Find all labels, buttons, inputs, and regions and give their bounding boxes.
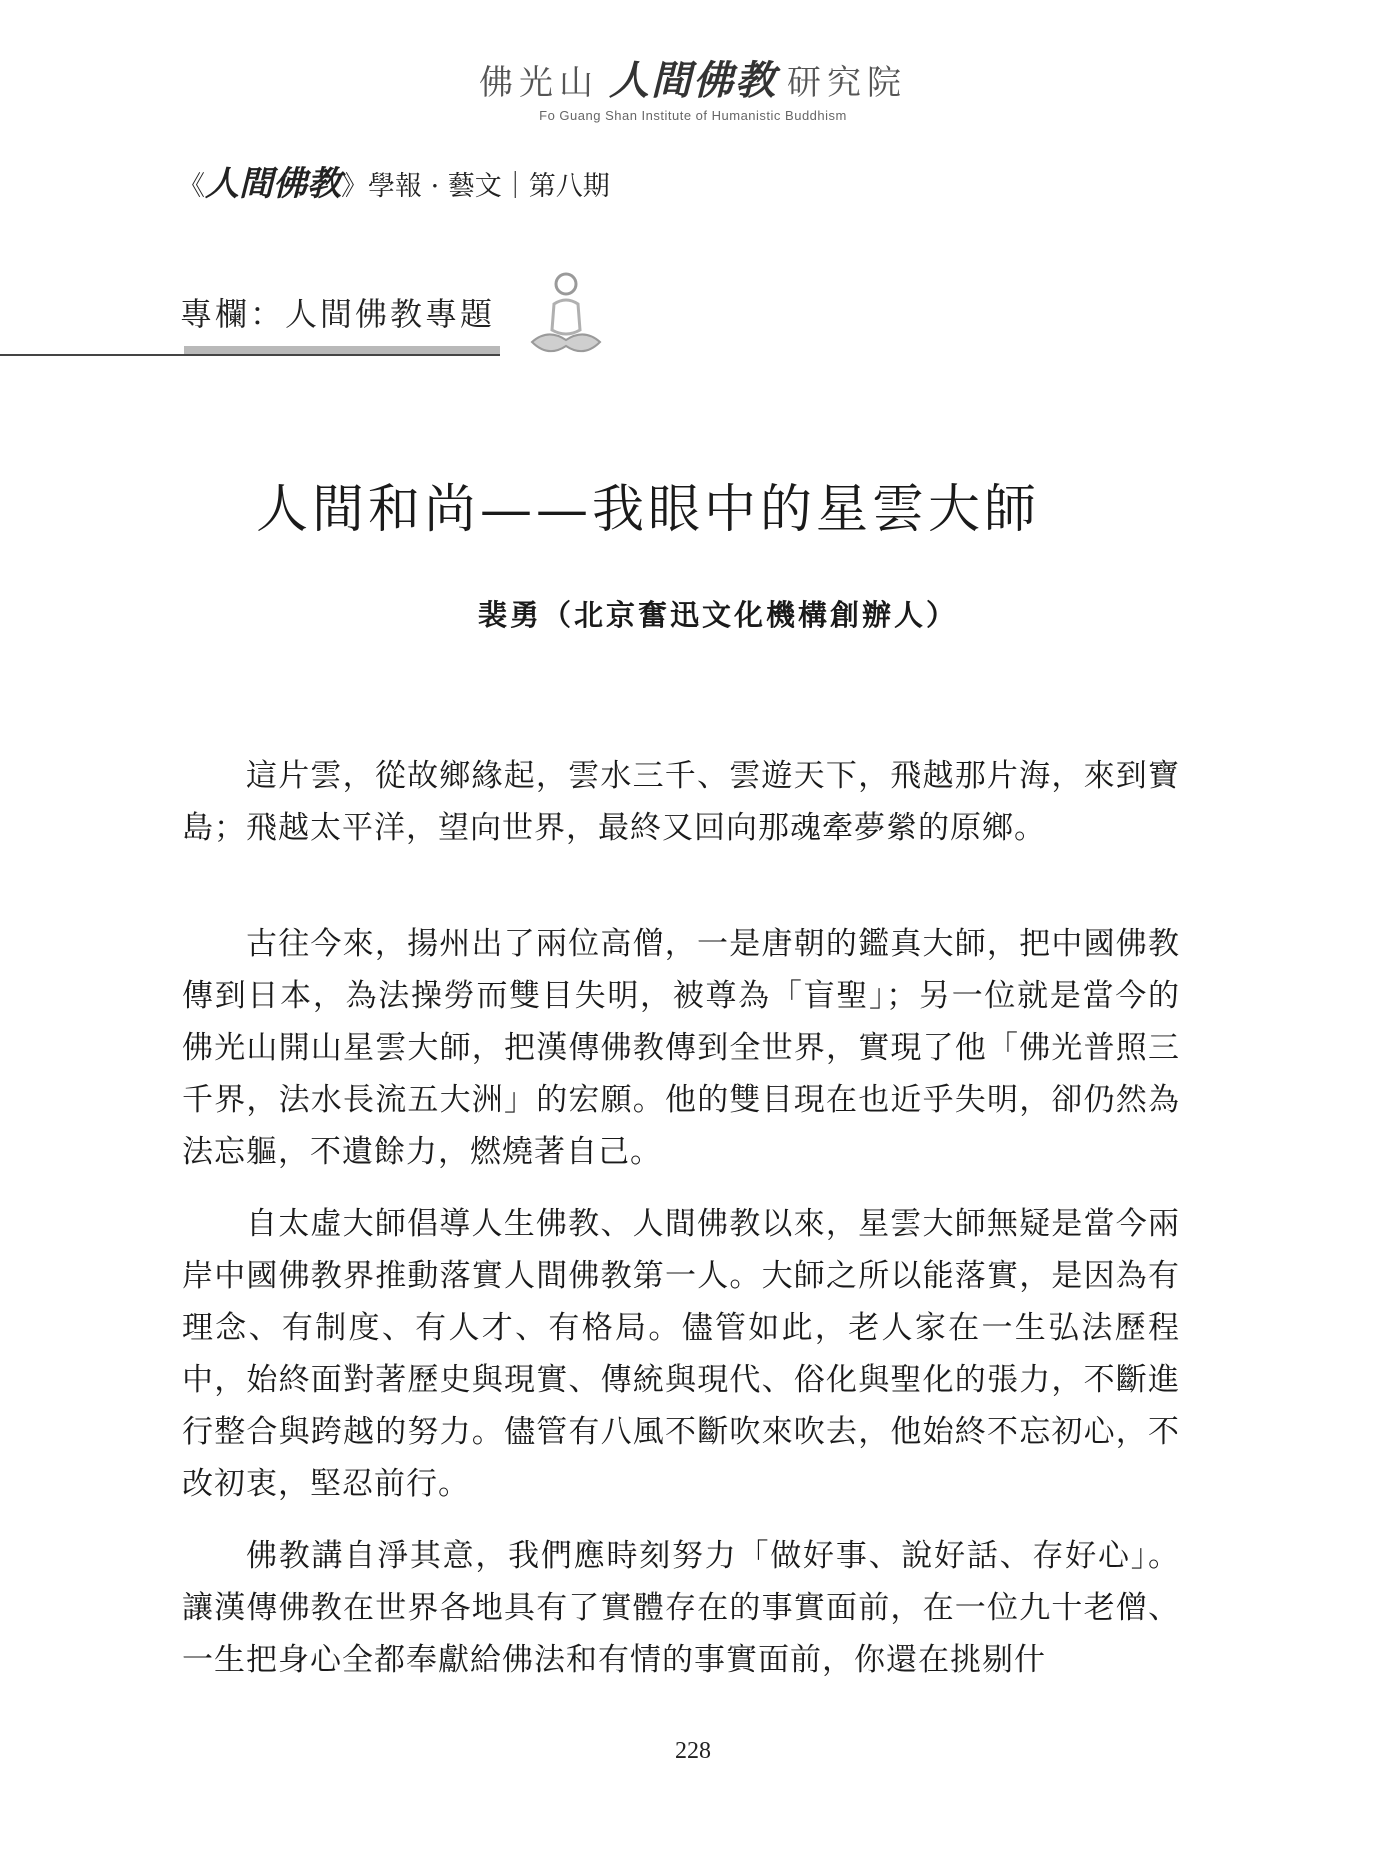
institute-english-name: Fo Guang Shan Institute of Humanistic Buddhism <box>539 108 847 123</box>
institute-name <box>0 58 1386 106</box>
journal-line <box>178 166 610 205</box>
institute-header <box>0 58 1386 123</box>
column-underline-thin <box>0 354 500 356</box>
paragraph-4: 佛教講自淨其意，我們應時刻努力「做好事、說好話、存好心」。讓漢傳佛教在世界各地具有了實體存在的事實面前，在一位九十老僧、一生把身心全都奉獻給佛法和有情的事實面前，你還在挑剔什 <box>182 1538 1180 1678</box>
institute-suffix: 研究院 <box>787 63 907 103</box>
meditating-figure-icon <box>518 268 614 364</box>
page-number: 228 <box>675 1738 711 1764</box>
article-author: 裴勇（北京奮迅文化機構創辦人） <box>478 598 959 632</box>
column-label: 專欄：人間佛教專題 <box>180 295 496 333</box>
journal-open-bracket: 《 <box>178 171 205 202</box>
paragraph-2: 古往今來，揚州出了兩位高僧，一是唐朝的鑑真大師，把中國佛教傳到日本，為法操勞而雙目失明，被尊為「盲聖」；另一位就是當今的佛光山開山星雲大師，把漢傳佛教傳到全世界，實現了他「佛光普照三千界，法水長流五大洲」的宏願。他的雙目現在也近乎失明，卻仍然為法忘軀，不遺餘力，燃燒著自己。 <box>182 926 1180 1170</box>
institute-brand-logo: 人間佛教 <box>609 57 777 104</box>
paragraph-1: 這片雲，從故鄉緣起，雲水三千、雲遊天下，飛越那片海，來到寶島；飛越太平洋，望向世界，最終又回向那魂牽夢縈的原鄉。 <box>182 758 1180 846</box>
journal-issue: 》學報 · 藝文｜第八期 <box>341 171 610 202</box>
journal-brand: 人間佛教 <box>205 164 341 204</box>
article-title: 人間和尚——我眼中的星雲大師 <box>256 480 1041 540</box>
institute-prefix: 佛光山 <box>479 63 599 103</box>
column-underline-thick <box>184 346 500 354</box>
paragraph-3: 自太虛大師倡導人生佛教、人間佛教以來，星雲大師無疑是當今兩岸中國佛教界推動落實人間佛教第一人。大師之所以能落實，是因為有理念、有制度、有人才、有格局。儘管如此，老人家在一生弘法歷程中，始終面對著歷史與現實、傳統與現代、俗化與聖化的張力，不斷進行整合與跨越的努力。儘管有八風不斷吹來吹去，他始終不忘初心，不改初衷，堅忍前行。 <box>182 1206 1180 1502</box>
